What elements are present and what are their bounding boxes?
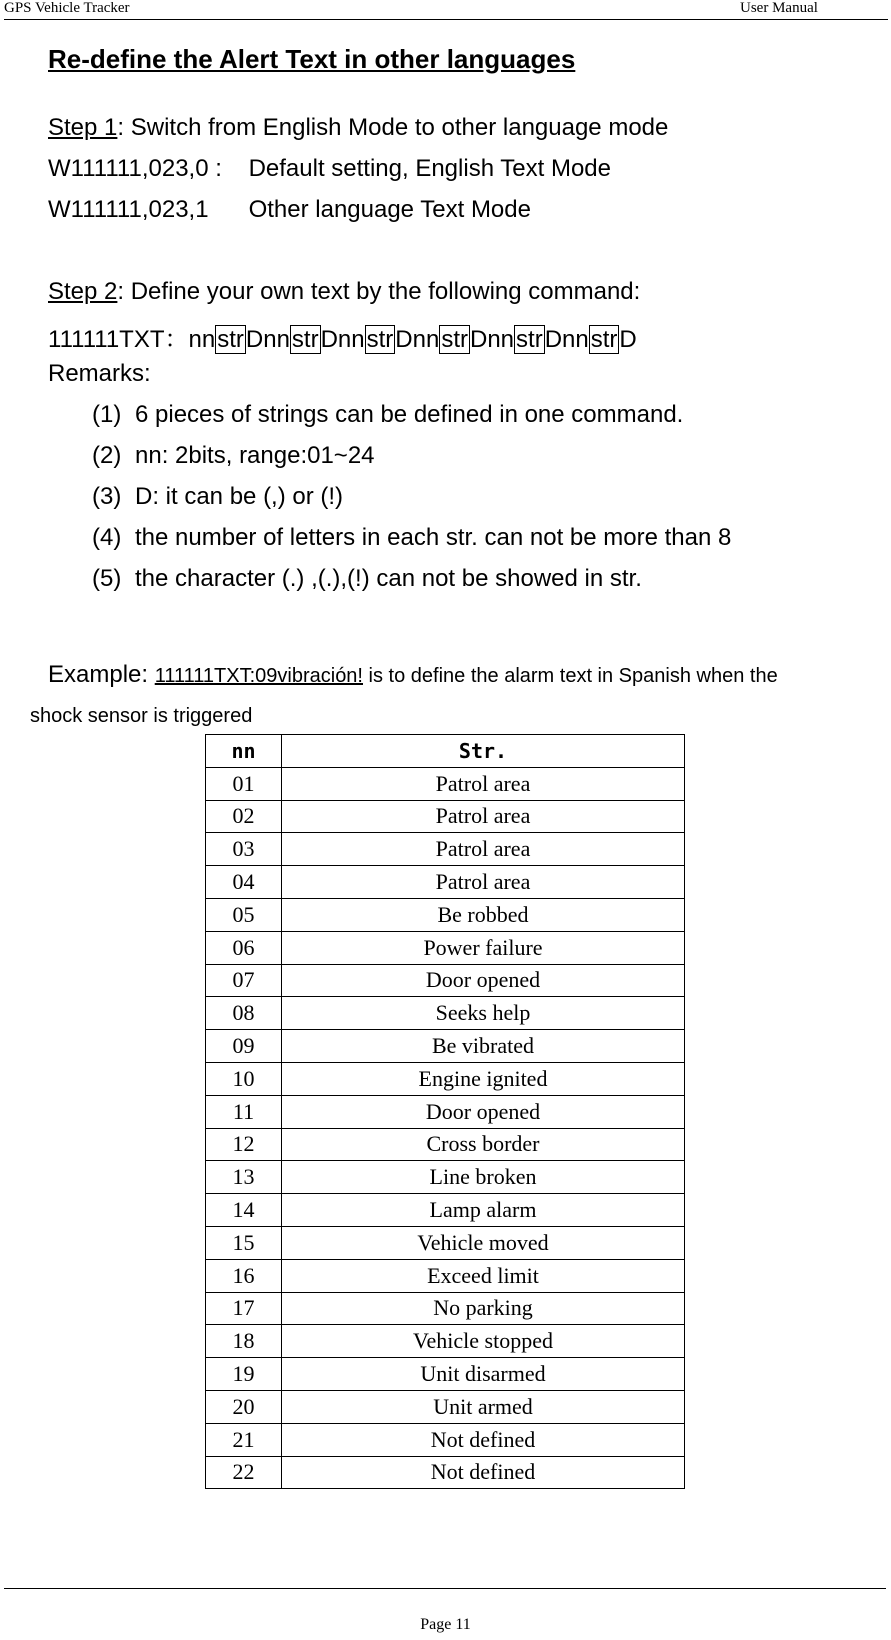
remark-number: (5): [92, 565, 122, 592]
cell-nn: 04: [206, 866, 282, 899]
remark-number: (2): [92, 442, 122, 469]
cell-str: Lamp alarm: [282, 1194, 685, 1227]
step2-text: : Define your own text by the following command:: [117, 278, 641, 305]
table-row: [206, 833, 685, 866]
step1-cmd-other: W111111,023,1 Other language Text Mode: [48, 196, 531, 223]
table-row: [206, 1292, 685, 1325]
running-header-manual: User Manual: [740, 0, 818, 16]
table-header-row: [206, 735, 685, 768]
table-row: [206, 1161, 685, 1194]
cell-nn: 09: [206, 1030, 282, 1063]
cell-nn: 07: [206, 964, 282, 997]
remarks-label: Remarks:: [48, 360, 151, 387]
remark-item: [92, 442, 375, 470]
cmd-dnn: Dnn: [245, 326, 290, 353]
remark-text: nn: 2bits, range:01~24: [135, 442, 375, 469]
cell-str: Unit disarmed: [282, 1358, 685, 1391]
remark-text: 6 pieces of strings can be defined in one command.: [135, 401, 684, 428]
cell-str: Patrol area: [282, 800, 685, 833]
cell-str: Vehicle stopped: [282, 1325, 685, 1358]
example-description: is to define the alarm text in Spanish when the: [363, 665, 778, 687]
cell-nn: 21: [206, 1423, 282, 1456]
remark-number: (3): [92, 483, 122, 510]
alert-text-table: [205, 734, 685, 1489]
cell-nn: 10: [206, 1062, 282, 1095]
table-row: [206, 1128, 685, 1161]
table-row: [206, 997, 685, 1030]
cell-str: No parking: [282, 1292, 685, 1325]
cell-str: Unit armed: [282, 1390, 685, 1423]
cell-str: Be vibrated: [282, 1030, 685, 1063]
step2-line: [48, 278, 640, 306]
remark-item: [92, 524, 731, 552]
running-header-title: GPS Vehicle Tracker: [4, 0, 130, 16]
table-row: [206, 1259, 685, 1292]
cell-str: Not defined: [282, 1423, 685, 1456]
cmd-dnn: Dnn: [470, 326, 515, 353]
cmd-dnn: Dnn: [544, 326, 589, 353]
cell-nn: 13: [206, 1161, 282, 1194]
example-line: [48, 661, 778, 689]
cell-str: Line broken: [282, 1161, 685, 1194]
footer-rule: [4, 1588, 886, 1589]
cell-nn: 17: [206, 1292, 282, 1325]
table-row: [206, 931, 685, 964]
table-row: [206, 1030, 685, 1063]
cell-str: Door opened: [282, 964, 685, 997]
table-row: [206, 1194, 685, 1227]
page-number: Page 11: [420, 1616, 471, 1633]
table-row: [206, 1095, 685, 1128]
cmd-dnn: Dnn: [395, 326, 440, 353]
cell-nn: 14: [206, 1194, 282, 1227]
table-row: [206, 898, 685, 931]
cell-str: Not defined: [282, 1456, 685, 1489]
cell-str: Be robbed: [282, 898, 685, 931]
table-row: [206, 964, 685, 997]
cell-nn: 16: [206, 1259, 282, 1292]
remark-item: [92, 483, 343, 511]
cell-nn: 19: [206, 1358, 282, 1391]
table-row: [206, 1423, 685, 1456]
step2-label: Step 2: [48, 278, 118, 305]
step1-text: : Switch from English Mode to other language mode: [117, 114, 669, 141]
example-command: 111111TXT:09vibración!: [154, 665, 363, 687]
remark-text: D: it can be (,) or (!): [135, 483, 344, 510]
header-nn: nn: [206, 735, 282, 768]
table-row: [206, 1456, 685, 1489]
table-row: [206, 1390, 685, 1423]
cell-nn: 22: [206, 1456, 282, 1489]
cell-nn: 20: [206, 1390, 282, 1423]
cell-nn: 03: [206, 833, 282, 866]
cmd-nn: nn: [188, 326, 216, 353]
cmd-dnn: Dnn: [320, 326, 365, 353]
cell-nn: 15: [206, 1226, 282, 1259]
example-description-continued: shock sensor is triggered: [30, 705, 253, 727]
cell-str: Cross border: [282, 1128, 685, 1161]
cell-nn: 05: [206, 898, 282, 931]
step1-line: [48, 114, 668, 142]
table-row: [206, 1062, 685, 1095]
cell-nn: 08: [206, 997, 282, 1030]
cell-str: Engine ignited: [282, 1062, 685, 1095]
cell-str: Power failure: [282, 931, 685, 964]
cell-str: Door opened: [282, 1095, 685, 1128]
cell-str: Patrol area: [282, 866, 685, 899]
cell-str: Patrol area: [282, 767, 685, 800]
cell-str: Seeks help: [282, 997, 685, 1030]
step1-label: Step 1: [48, 114, 118, 141]
header-rule: [4, 19, 888, 20]
cell-str: Patrol area: [282, 833, 685, 866]
cmd-str-box: str: [291, 326, 319, 353]
step1-cmd-english: W111111,023,0 : Default setting, English Text Mode: [48, 155, 611, 182]
remark-text: the character (.) ,(.),(!) can not be showed in str.: [135, 565, 642, 592]
cmd-str-box: str: [441, 326, 468, 353]
cmd-str-box: str: [590, 326, 618, 353]
table-row: [206, 866, 685, 899]
cell-nn: 01: [206, 767, 282, 800]
remark-number: (1): [92, 401, 122, 428]
table-row: [206, 1325, 685, 1358]
cmd-str-box: str: [217, 326, 244, 353]
page-title: Re-define the Alert Text in other languages: [48, 44, 576, 74]
cmd-d: D: [619, 326, 637, 353]
remark-item: [92, 565, 642, 593]
remark-text: the number of letters in each str. can not be more than 8: [135, 524, 732, 551]
header-str: Str.: [282, 735, 685, 768]
table-row: [206, 767, 685, 800]
cell-nn: 02: [206, 800, 282, 833]
table-row: [206, 1226, 685, 1259]
example-label: Example:: [48, 661, 155, 688]
remark-number: (4): [92, 524, 122, 551]
remark-item: [92, 401, 683, 429]
cell-str: Exceed limit: [282, 1259, 685, 1292]
cell-nn: 18: [206, 1325, 282, 1358]
cmd-str-box: str: [516, 326, 543, 353]
cell-str: Vehicle moved: [282, 1226, 685, 1259]
cell-nn: 12: [206, 1128, 282, 1161]
cell-nn: 11: [206, 1095, 282, 1128]
cmd-prefix: 111111TXT：: [48, 326, 189, 353]
table-row: [206, 1358, 685, 1391]
step2-command: [48, 319, 637, 354]
table-row: [206, 800, 685, 833]
cmd-str-box: str: [366, 326, 394, 353]
cell-nn: 06: [206, 931, 282, 964]
